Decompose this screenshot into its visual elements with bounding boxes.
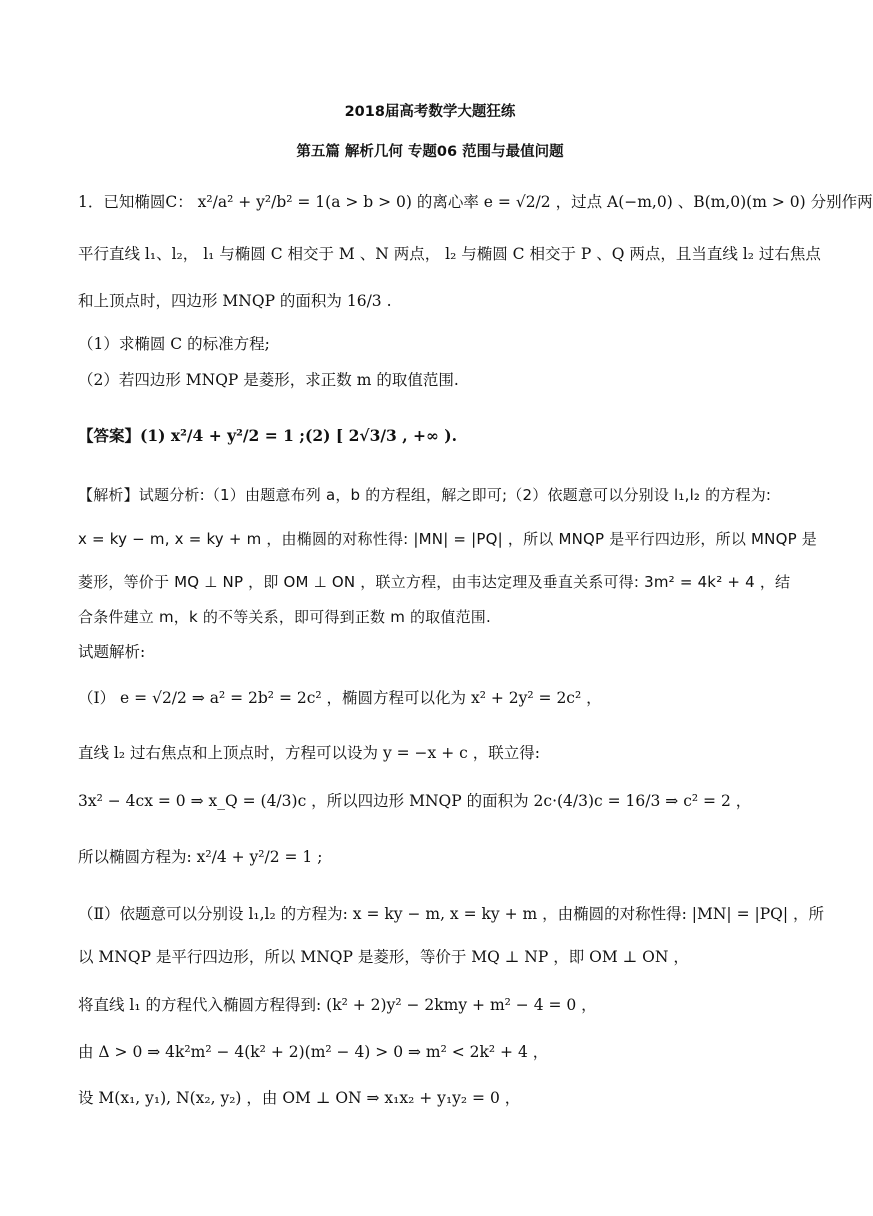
answer-line: 【答案】(1) x²/4 + y²/2 = 1 ;(2) [ 2√3/3 , +∞ ). (78, 426, 458, 445)
analysis-line-2: x = ky − m, x = ky + m ，由椭圆的对称性得: |MN| = |PQ| ，所以 MNQP 是平行四边形，所以 MNQP 是 (78, 530, 817, 548)
question-part-2: （2）若四边形 MNQP 是菱形，求正数 m 的取值范围. (78, 371, 459, 389)
solution-line-9: 设 M(x₁, y₁), N(x₂, y₂) ，由 OM ⊥ ON ⇒ x₁x₂ + y₁y₂ = 0 ， (78, 1089, 521, 1107)
solution-heading: 试题解析: (78, 643, 146, 661)
solution-line-6: 以 MNQP 是平行四边形，所以 MNQP 是菱形，等价于 MQ ⊥ NP ，即 OM ⊥ ON ， (78, 948, 689, 966)
solution-line-3: 3x² − 4cx = 0 ⇒ x_Q = (4/3)c ，所以四边形 MNQP 的面积为 2c·(4/3)c = 16/3 ⇒ c² = 2 ， (78, 792, 752, 810)
analysis-line-1: 【解析】试题分析:（1）由题意布列 a，b 的方程组，解之即可;（2）依题意可以分别设 l₁,l₂ 的方程为: (78, 486, 772, 504)
document-title: 2018届高考数学大题狂练 (344, 104, 516, 120)
problem-line-2: 平行直线 l₁、l₂， l₁ 与椭圆 C 相交于 M 、N 两点， l₂ 与椭圆 C 相交于 P 、Q 两点，且当直线 l₂ 过右焦点 (78, 245, 821, 263)
solution-line-7: 将直线 l₁ 的方程代入椭圆方程得到: (k² + 2)y² − 2kmy + m² − 4 = 0 ， (78, 996, 597, 1014)
problem-line-1: 1．已知椭圆C： x²/a² + y²/b² = 1(a > b > 0) 的离心率 e = √2/2 ，过点 A(−m,0) 、B(m,0)(m > 0) 分别作两 (78, 193, 873, 211)
solution-line-2: 直线 l₂ 过右焦点和上顶点时，方程可以设为 y = −x + c ，联立得: (78, 744, 540, 762)
problem-line-3: 和上顶点时，四边形 MNQP 的面积为 16/3 . (78, 292, 392, 310)
analysis-line-4: 合条件建立 m，k 的不等关系，即可得到正数 m 的取值范围. (78, 608, 491, 626)
solution-line-1: （Ⅰ） e = √2/2 ⇒ a² = 2b² = 2c² ，椭圆方程可以化为 x² + 2y² = 2c² ， (78, 689, 602, 707)
solution-line-5: （Ⅱ）依题意可以分别设 l₁,l₂ 的方程为: x = ky − m, x = ky + m ，由椭圆的对称性得: |MN| = |PQ| ，所 (78, 905, 825, 923)
question-part-1: （1）求椭圆 C 的标准方程; (78, 335, 270, 353)
document-subtitle: 第五篇 解析几何 专题06 范围与最值问题 (296, 144, 564, 160)
solution-line-8: 由 Δ > 0 ⇒ 4k²m² − 4(k² + 2)(m² − 4) > 0 ⇒ m² < 2k² + 4 ， (78, 1043, 549, 1061)
analysis-line-3: 菱形，等价于 MQ ⊥ NP ，即 OM ⊥ ON ，联立方程，由韦达定理及垂直关系可得: 3m² = 4k² + 4 ，结 (78, 573, 791, 591)
solution-line-4: 所以椭圆方程为: x²/4 + y²/2 = 1 ; (78, 848, 323, 866)
